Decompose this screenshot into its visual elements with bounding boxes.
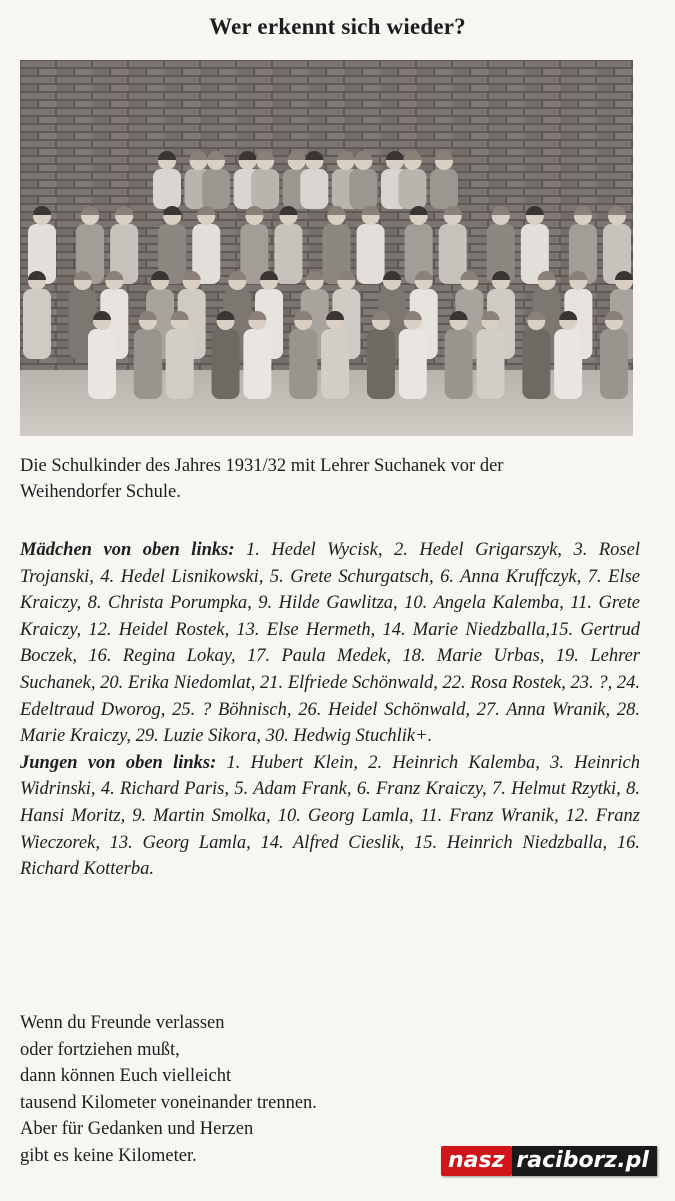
poem-line: dann können Euch vielleicht (20, 1066, 232, 1087)
logo-part-domain: raciborz.pl (512, 1146, 656, 1176)
pupil-figure (554, 329, 582, 399)
poem-line: Wenn du Freunde verlassen (20, 1013, 225, 1033)
caption-line-1: Die Schulkinder des Jahres 1931/32 mit Lehrer Suchanek vor der (20, 456, 504, 476)
pupil-figure (202, 169, 230, 209)
pupil-figure (251, 169, 279, 209)
site-logo[interactable] (441, 1143, 657, 1179)
caption-line-2: Weihendorfer Schule. (20, 482, 181, 502)
poem (20, 1010, 440, 1170)
class-photo (20, 60, 633, 436)
pupil-figure (289, 329, 317, 399)
poem-line: oder fortziehen mußt, (20, 1039, 180, 1060)
pupil-figure (445, 329, 473, 399)
poem-line: gibt es keine Kilometer. (20, 1145, 197, 1166)
pupil-figure (476, 329, 504, 399)
pupil-figure (522, 329, 550, 399)
logo-part-nasz: nasz (441, 1146, 512, 1176)
pupil-figure (430, 169, 458, 209)
pupil-figure (600, 329, 628, 399)
pupil-figure (166, 329, 194, 399)
boys-names: 1. Hubert Klein, 2. Heinrich Kalemba, 3. Heinrich Widrinski, 4. Richard Paris, 5. Adam Frank, 6. Franz Kraiczy, 7. Helmut Rzytki, 8. Hansi Moritz, 9. Martin Smolka, 10. Georg Lamla, 11. Franz Wranik, 12. Franz Wieczorek, 13. Georg Lamla, 14. Alfred Cieslik, 15. Heinrich Niedzballa, 16. Richard Kotterba. (20, 752, 640, 880)
boys-heading: Jungen von oben links: (20, 752, 227, 773)
page-title: Wer erkennt sich wieder? (209, 14, 466, 39)
pupil-figure (367, 329, 395, 399)
pupil-figure (321, 329, 349, 399)
pupil-figure (399, 329, 427, 399)
pupil-figure (23, 289, 51, 359)
pupil-figure (153, 169, 181, 209)
pupil-figure (134, 329, 162, 399)
pupil-figure (349, 169, 377, 209)
poem-line: tausend Kilometer voneinander trennen. (20, 1092, 317, 1113)
photo-caption (20, 453, 640, 505)
pupil-figure (243, 329, 271, 399)
girls-heading: Mädchen von oben links: (20, 540, 247, 560)
pupil-figure (274, 224, 302, 284)
poem-line: Aber für Gedanken und Herzen (20, 1119, 254, 1140)
names-list (20, 537, 640, 883)
pupil-figure (300, 169, 328, 209)
pupil-figure (357, 224, 385, 284)
girls-names: 1. Hedel Wycisk, 2. Hedel Grigarszyk, 3. Rosel Trojanski, 4. Hedel Lisnikowski, 5. Grete Schurgatsch, 6. Anna Kruffczyk, 7. Else Kraiczy, 8. Christa Porumpka, 9. Hilde Gawlitza, 10. Angela Kalemba, 11. Grete Kraiczy, 12. Heidel Rostek, 13. Else Hermeth, 14. Marie Niedzballa,15. Gertrud Boczek, 16. Regina Lokay, 17. Paula Medek, 18. Marie Urbas, 19. Lehrer Suchanek, 20. Erika Niedomlat, 21. Elfriede Schönwald, 22. Rosa Rostek, 23. ?, 24. Edeltraud Dworog, 25. ? Böhnisch, 26. Heidel Schönwald, 27. Anna Wranik, 28. Marie Kraiczy, 29. Luzie Sikora, 30. Hedwig Stuchlik+. (20, 540, 640, 747)
pupil-figure (212, 329, 240, 399)
pupil-figure (398, 169, 426, 209)
pupil-figure (88, 329, 116, 399)
